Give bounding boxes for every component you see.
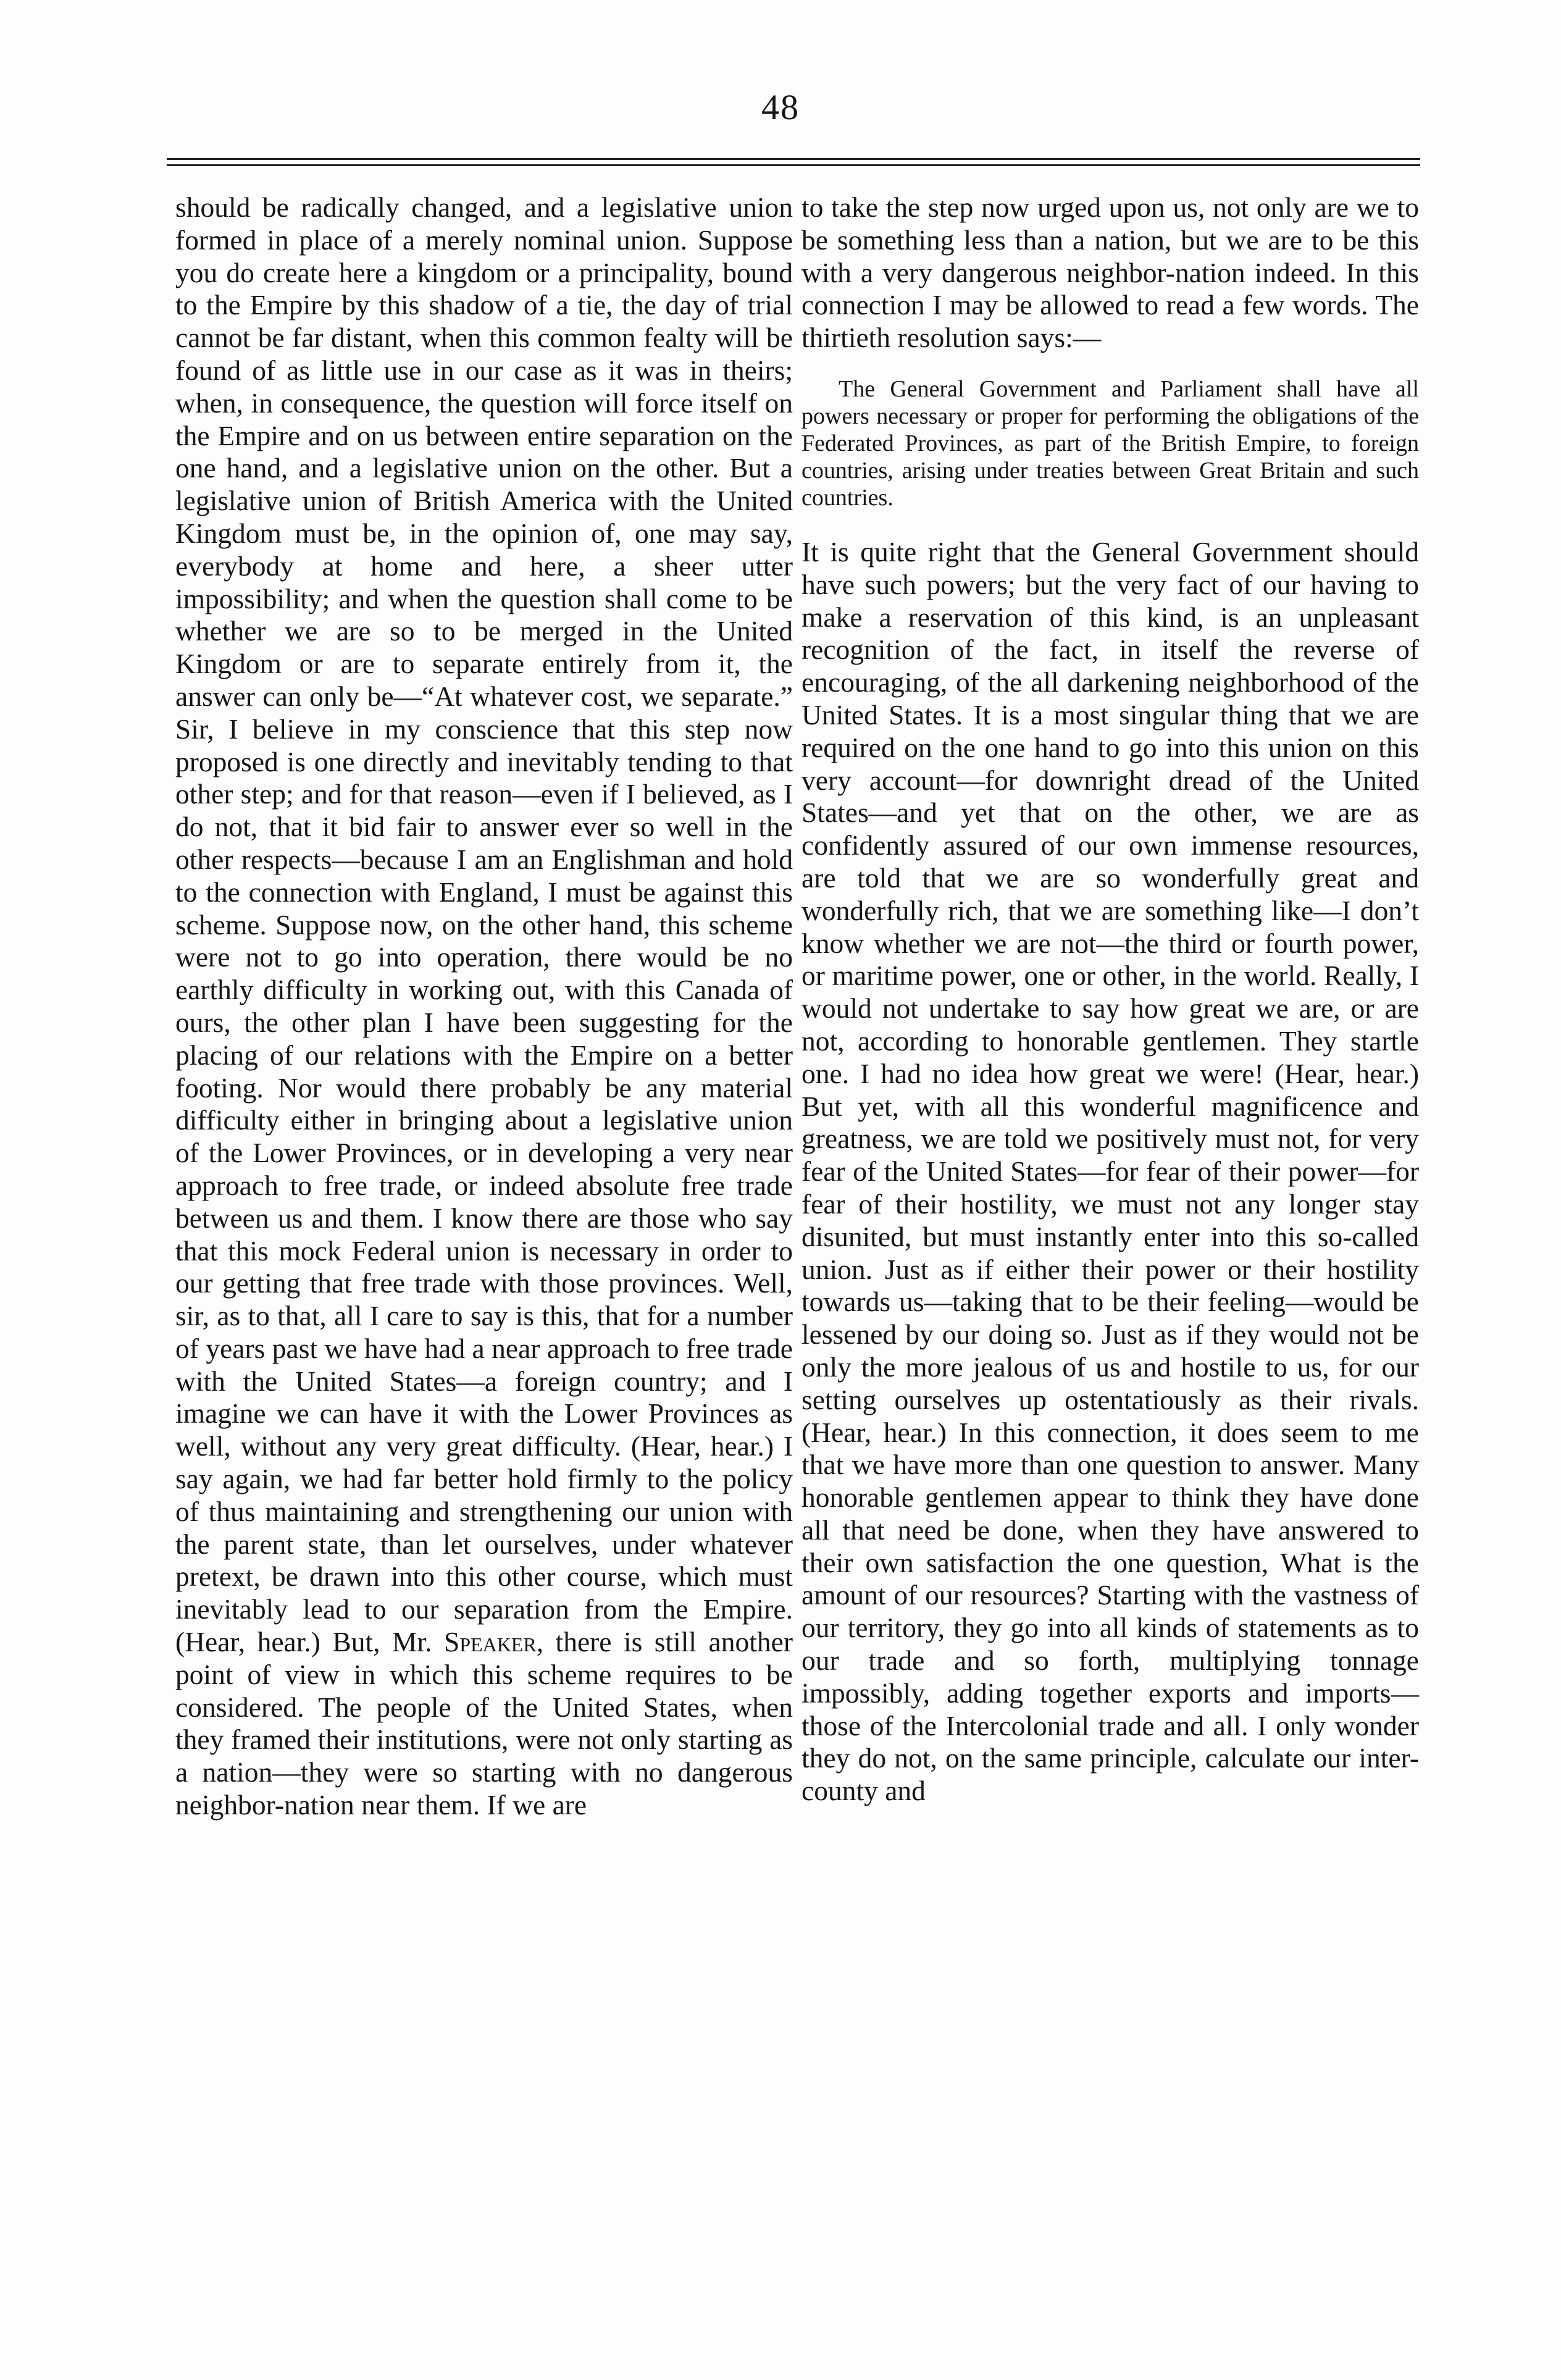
left-text-part-2: , there is still another point of view in which this scheme requires to be considered. The people of the United States, when they framed their institutions, were not only starting as a nation—they were so starting with no dangerous neighbor-nation near them. If we are <box>175 1626 793 1821</box>
right-intro-paragraph: to take the step now urged upon us, not only are we to be something less than a nation, but we are to be this with a very dangerous neighbor-nation indeed. In this connection I may be allowed to read a few words. The thirtieth resolution says:— <box>801 191 1419 354</box>
speaker-name: Speaker <box>443 1626 537 1658</box>
page-number: 48 <box>761 87 800 127</box>
header-rule-top <box>167 158 1420 160</box>
right-column <box>801 191 1419 1808</box>
thirtieth-resolution-quote: The General Government and Parliament shall have all powers necessary or proper for performing the obligations of the Federated Provinces, as part of the British Empire, to foreign countries, arising under treaties between Great Britain and such countries. <box>801 375 1419 511</box>
header-rule-bottom <box>167 164 1420 166</box>
left-column <box>175 191 793 1822</box>
right-main-paragraph: It is quite right that the General Government should have such powers; but the very fact of our having to make a reservation of this kind, is an unpleasant recognition of the fact, in itself the reverse of encouraging, of the all darkening neighborhood of the United States. It is a most singular thing that we are required on the one hand to go into this union on this very account—for downright dread of the United States—and yet that on the other, we are as confidently assured of our own immense resources, are told that we are so wonderfully great and wonderfully rich, that we are something like—I don’t know whether we are not—the third or fourth power, or maritime power, one or other, in the world. Really, I would not undertake to say how great we are, or are not, according to honorable gentlemen. They startle one. I had no idea how great we were! (Hear, hear.) But yet, with all this wonderful magnificence and greatness, we are told we positively must not, for very fear of the United States—for fear of their power—for fear of their hostility, we must not any longer stay disunited, but must instantly enter into this so-called union. Just as if either their power or their hostility towards us—taking that to be their feeling—would be lessened by our doing so. Just as if they would not be only the more jealous of us and hostile to us, for our setting ourselves up ostentatiously as their rivals. (Hear, hear.) In this connection, it does seem to me that we have more than one question to answer. Many honorable gentlemen appear to think they have done all that need be done, when they have answered to their own satisfaction the one question, What is the amount of our resources? Starting with the vastness of our territory, they go into all kinds of statements as to our trade and so forth, multiplying tonnage impossibly, adding together exports and imports—those of the Intercolonial trade and all. I only wonder they do not, on the same principle, calculate our inter-county and <box>801 535 1419 1807</box>
left-column-paragraph <box>175 191 793 1822</box>
left-text-part-1: should be radically changed, and a legislative union formed in place of a merely nominal union. Suppose you do create here a kingdom or a principality, bound to the Empire by this shadow of a tie, the day of trial cannot be far distant, when this common fealty will be found of as little use in our case as it was in theirs; when, in consequence, the question will force itself on the Empire and on us between entire separation on the one hand, and a legislative union on the other. But a legislative union of British America with the United Kingdom must be, in the opinion of, one may say, everybody at home and here, a sheer utter impossibility; and when the question shall come to be whether we are so to be merged in the United Kingdom or are to separate entirely from it, the answer can only be—“At whatever cost, we separate.” Sir, I believe in my conscience that this step now proposed is one directly and inevitably tending to that other step; and for that reason—even if I believed, as I do not, that it bid fair to answer ever so well in the other respects—because I am an Englishman and hold to the connection with England, I must be against this scheme. Suppose now, on the other hand, this scheme were not to go into operation, there would be no earthly difficulty in working out, with this Canada of ours, the other plan I have been suggesting for the placing of our relations with the Empire on a better footing. Nor would there probably be any material difficulty either in bringing about a legislative union of the Lower Provinces, or in developing a very near approach to free trade, or indeed absolute free trade between us and them. I know there are those who say that this mock Federal union is necessary in order to our getting that free trade with those provinces. Well, sir, as to that, all I care to say is this, that for a number of years past we have had a near approach to free trade with the United States—a foreign country; and I imagine we can have it with the Lower Provinces as well, without any very great difficulty. (Hear, hear.) I say again, we had far better hold firmly to the policy of thus maintaining and strengthening our union with the parent state, than let ourselves, under whatever pretext, be drawn into this other course, which must inevitably lead to our separation from the Empire. (Hear, hear.) But, Mr. <box>175 191 793 1658</box>
